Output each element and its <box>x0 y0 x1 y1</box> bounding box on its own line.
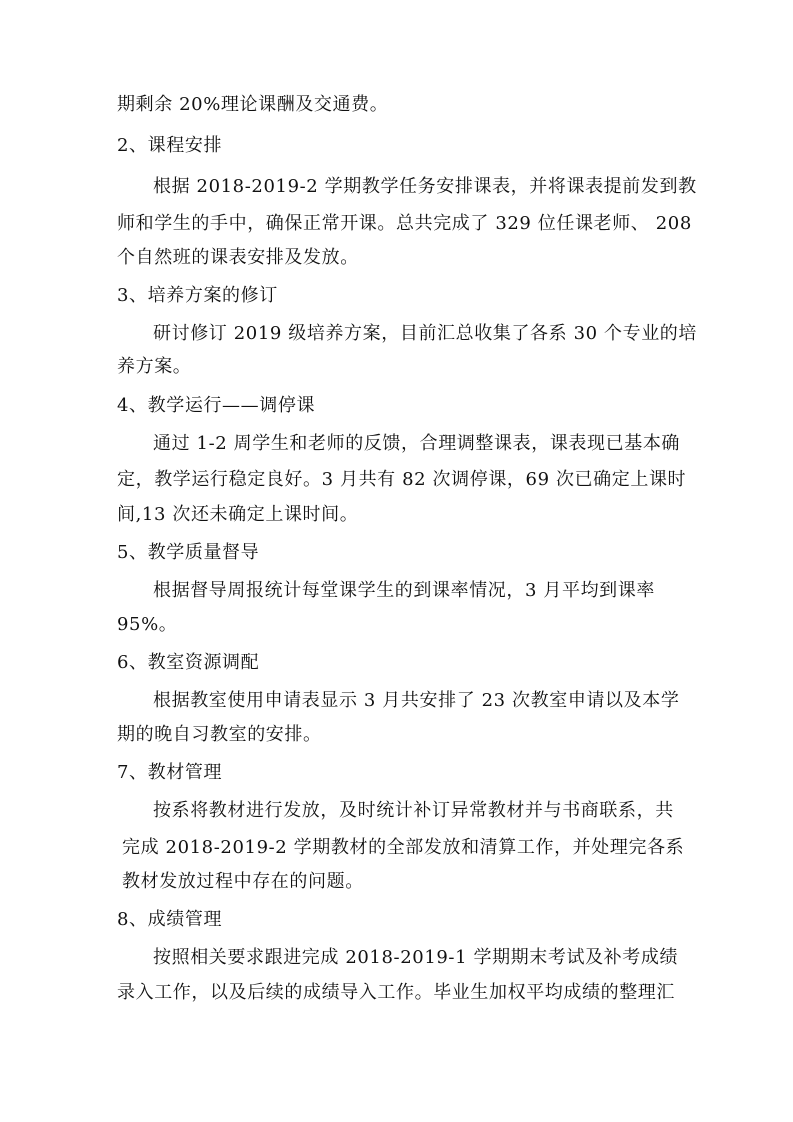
section-3-line-2: 养方案。 <box>117 356 192 377</box>
section-7-line-1: 按系将教材进行发放，及时统计补订异常教材并与书商联系，共 <box>153 800 674 821</box>
section-5-line-2: 95%。 <box>117 614 178 635</box>
section-4-heading: 4、教学运行——调停课 <box>117 395 316 416</box>
section-8-line-2: 录入工作，以及后续的成绩导入工作。毕业生加权平均成绩的整理汇 <box>117 982 675 1003</box>
section-6-line-1: 根据教室使用申请表显示 3 月共安排了 23 次教室申请以及本学 <box>153 690 680 711</box>
section-2-line-1: 根据 2018-2019-2 学期教学任务安排课表，并将课表提前发到教 <box>153 176 697 197</box>
section-8-heading: 8、成绩管理 <box>117 909 223 930</box>
section-6-heading: 6、教室资源调配 <box>117 652 260 673</box>
section-2-line-2: 师和学生的手中，确保正常开课。总共完成了 329 位任课老师、 208 <box>117 213 692 234</box>
section-8-line-1: 按照相关要求跟进完成 2018-2019-1 学期期末考试及补考成绩 <box>153 947 679 968</box>
section-4-line-1: 通过 1-2 周学生和老师的反馈，合理调整课表，课表现已基本确 <box>153 433 681 454</box>
section-5-heading: 5、教学质量督导 <box>117 542 260 563</box>
section-2-line-3: 个自然班的课表安排及发放。 <box>117 247 359 268</box>
section-7-line-3: 教材发放过程中存在的问题。 <box>122 871 364 892</box>
section-4-line-2: 定，教学运行稳定良好。3 月共有 82 次调停课，69 次已确定上课时 <box>117 469 687 490</box>
section-4-line-3: 间,13 次还未确定上课时间。 <box>117 504 359 525</box>
section-6-line-2: 期的晚自习教室的安排。 <box>117 724 322 745</box>
section-3-heading: 3、培养方案的修订 <box>117 285 278 306</box>
intro-tail-line: 期剩余 20%理论课酬及交通费。 <box>117 94 389 115</box>
section-7-heading: 7、教材管理 <box>117 762 223 783</box>
section-5-line-1: 根据督导周报统计每堂课学生的到课率情况，3 月平均到课率 <box>153 580 655 601</box>
section-2-heading: 2、课程安排 <box>117 135 223 156</box>
section-3-line-1: 研讨修订 2019 级培养方案，目前汇总收集了各系 30 个专业的培 <box>153 323 697 344</box>
section-7-line-2: 完成 2018-2019-2 学期教材的全部发放和清算工作，并处理完各系 <box>122 837 685 858</box>
